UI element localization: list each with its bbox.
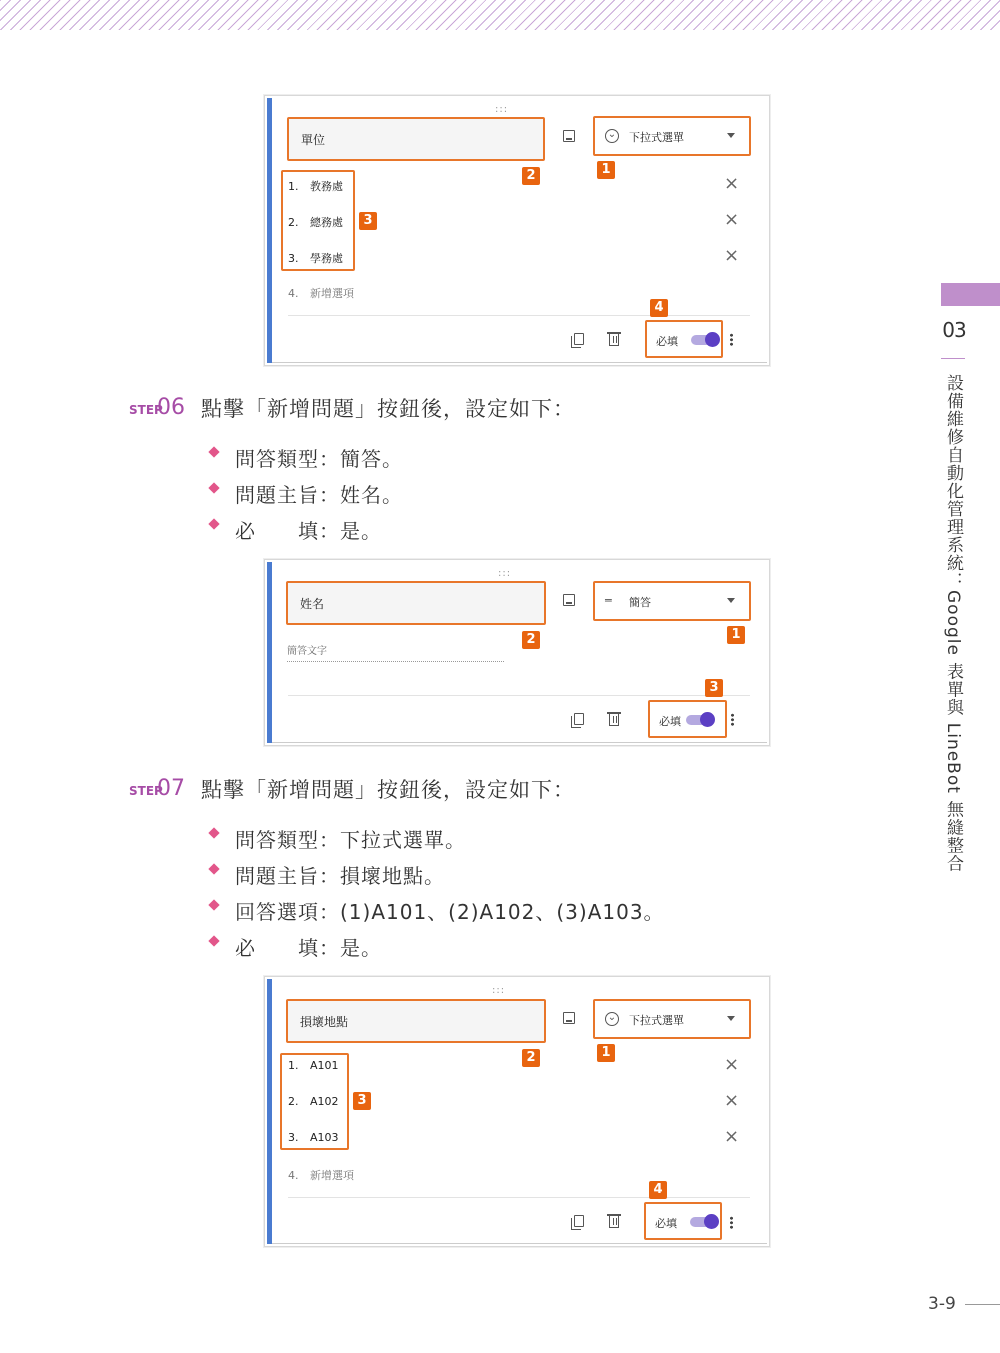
step-06-bullets (208, 443, 403, 551)
callout-badge-1: 1 (597, 1044, 615, 1062)
callout-badge-4: 4 (650, 299, 668, 317)
callout-badge-1: 1 (597, 161, 615, 179)
dropdown-circle-icon: ⌄ (605, 1012, 619, 1026)
step-number: 06 (157, 395, 185, 420)
step-label: STEP (129, 784, 163, 798)
required-toggle[interactable] (686, 715, 712, 725)
drag-handle-icon[interactable]: ::: (495, 104, 509, 115)
callout-badge-3: 3 (353, 1092, 371, 1110)
footer-divider (288, 1197, 750, 1198)
callout-badge-4: 4 (649, 1181, 667, 1199)
bullet-diamond-icon (208, 863, 219, 874)
duplicate-icon[interactable] (574, 713, 584, 725)
bullet-diamond-icon (208, 935, 219, 946)
step-07-bullets (208, 824, 665, 968)
step-number: 07 (157, 776, 185, 801)
question-type-select[interactable] (593, 581, 751, 621)
remove-option-icon[interactable]: × (724, 173, 740, 194)
required-toggle-group (644, 1202, 722, 1240)
more-options-icon[interactable] (731, 713, 734, 726)
question-title-field[interactable] (287, 117, 545, 161)
question-title-text: 損壞地點 (300, 1015, 349, 1029)
drag-handle-icon[interactable]: ::: (492, 985, 506, 996)
short-text-icon: ═ (605, 594, 612, 607)
option-item[interactable]: 2. A102 (288, 1095, 339, 1108)
bullet-item: 必 填：是。 (208, 932, 665, 968)
form-question-card-unit (264, 95, 770, 366)
option-item[interactable]: 1. 教務處 (288, 180, 343, 193)
footer-divider (288, 695, 750, 696)
drag-handle-icon[interactable]: ::: (498, 568, 512, 579)
caret-down-icon (727, 598, 735, 603)
required-toggle-group (648, 700, 727, 738)
remove-option-icon[interactable]: × (724, 245, 740, 266)
question-type-label: 簡答 (629, 596, 651, 609)
caret-down-icon (727, 133, 735, 138)
duplicate-icon[interactable] (574, 1215, 584, 1227)
bullet-diamond-icon (208, 518, 219, 529)
question-type-label: 下拉式選單 (629, 131, 684, 144)
step-instruction: 點擊「新增問題」按鈕後，設定如下： (201, 778, 575, 802)
required-toggle[interactable] (691, 335, 717, 345)
question-title-field[interactable] (286, 999, 546, 1043)
image-icon[interactable] (563, 1012, 575, 1024)
form-question-card-location (264, 976, 770, 1247)
bullet-diamond-icon (208, 446, 219, 457)
caret-down-icon (727, 1016, 735, 1021)
footer-divider (288, 315, 750, 316)
dropdown-circle-icon: ⌄ (605, 129, 619, 143)
callout-badge-1: 1 (727, 626, 745, 644)
callout-badge-2: 2 (522, 631, 540, 649)
option-item[interactable]: 2. 總務處 (288, 216, 343, 229)
callout-badge-3: 3 (705, 679, 723, 697)
chapter-number: 03 (942, 318, 966, 342)
chapter-tab (941, 283, 1000, 306)
decorative-header-band (0, 0, 1000, 30)
remove-option-icon[interactable]: × (724, 1054, 740, 1075)
bullet-item: 必 填：是。 (208, 515, 403, 551)
delete-icon[interactable] (609, 334, 619, 346)
card-inner (272, 562, 767, 743)
remove-option-icon[interactable]: × (724, 1090, 740, 1111)
bullet-diamond-icon (208, 899, 219, 910)
toggle-knob (705, 332, 720, 347)
more-options-icon[interactable] (730, 333, 733, 346)
chapter-divider (941, 358, 965, 359)
required-toggle[interactable] (690, 1217, 716, 1227)
callout-badge-2: 2 (522, 1049, 540, 1067)
card-inner (272, 98, 767, 363)
remove-option-icon[interactable]: × (724, 1126, 740, 1147)
page-number: 3-9 (928, 1294, 956, 1314)
bullet-diamond-icon (208, 482, 219, 493)
option-item[interactable]: 3. A103 (288, 1131, 339, 1144)
option-item[interactable]: 3. 學務處 (288, 252, 343, 265)
question-type-select[interactable] (593, 116, 751, 156)
step-label: STEP (129, 403, 163, 417)
duplicate-icon[interactable] (574, 333, 584, 345)
image-icon[interactable] (563, 130, 575, 142)
more-options-icon[interactable] (730, 1216, 733, 1229)
remove-option-icon[interactable]: × (724, 209, 740, 230)
toggle-knob (704, 1214, 719, 1229)
card-inner (272, 979, 767, 1244)
delete-icon[interactable] (609, 714, 619, 726)
short-answer-placeholder: 簡答文字 (287, 642, 504, 662)
bullet-item: 問題主旨：姓名。 (208, 479, 403, 515)
option-item[interactable]: 1. A101 (288, 1059, 339, 1072)
required-label: 必填 (659, 715, 681, 728)
add-option-item[interactable]: 4. 新增選項 (288, 287, 354, 300)
callout-badge-3: 3 (359, 212, 377, 230)
question-title-field[interactable] (286, 581, 546, 625)
required-label: 必填 (655, 1217, 677, 1230)
delete-icon[interactable] (609, 1216, 619, 1228)
bullet-item: 問題主旨：損壞地點。 (208, 860, 665, 896)
required-toggle-group (645, 320, 723, 358)
bullet-diamond-icon (208, 827, 219, 838)
add-option-item[interactable]: 4. 新增選項 (288, 1169, 354, 1182)
bullet-item: 回答選項：(1)A101、(2)A102、(3)A103。 (208, 896, 665, 932)
question-title-text: 單位 (301, 133, 326, 147)
image-icon[interactable] (563, 594, 575, 606)
question-title-text: 姓名 (300, 597, 325, 611)
toggle-knob (700, 712, 715, 727)
bullet-item: 問答類型：簡答。 (208, 443, 403, 479)
question-type-label: 下拉式選單 (629, 1014, 684, 1027)
required-label: 必填 (656, 335, 678, 348)
bullet-item: 問答類型：下拉式選單。 (208, 824, 665, 860)
step-instruction: 點擊「新增問題」按鈕後，設定如下： (201, 397, 575, 421)
page-number-rule (965, 1304, 1000, 1305)
callout-badge-2: 2 (522, 167, 540, 185)
chapter-title: 設備維修自動化管理系統：Google 表單與 LineBot 無縫整合 (943, 374, 963, 873)
question-type-select[interactable] (593, 999, 751, 1039)
form-question-card-name (264, 559, 770, 746)
